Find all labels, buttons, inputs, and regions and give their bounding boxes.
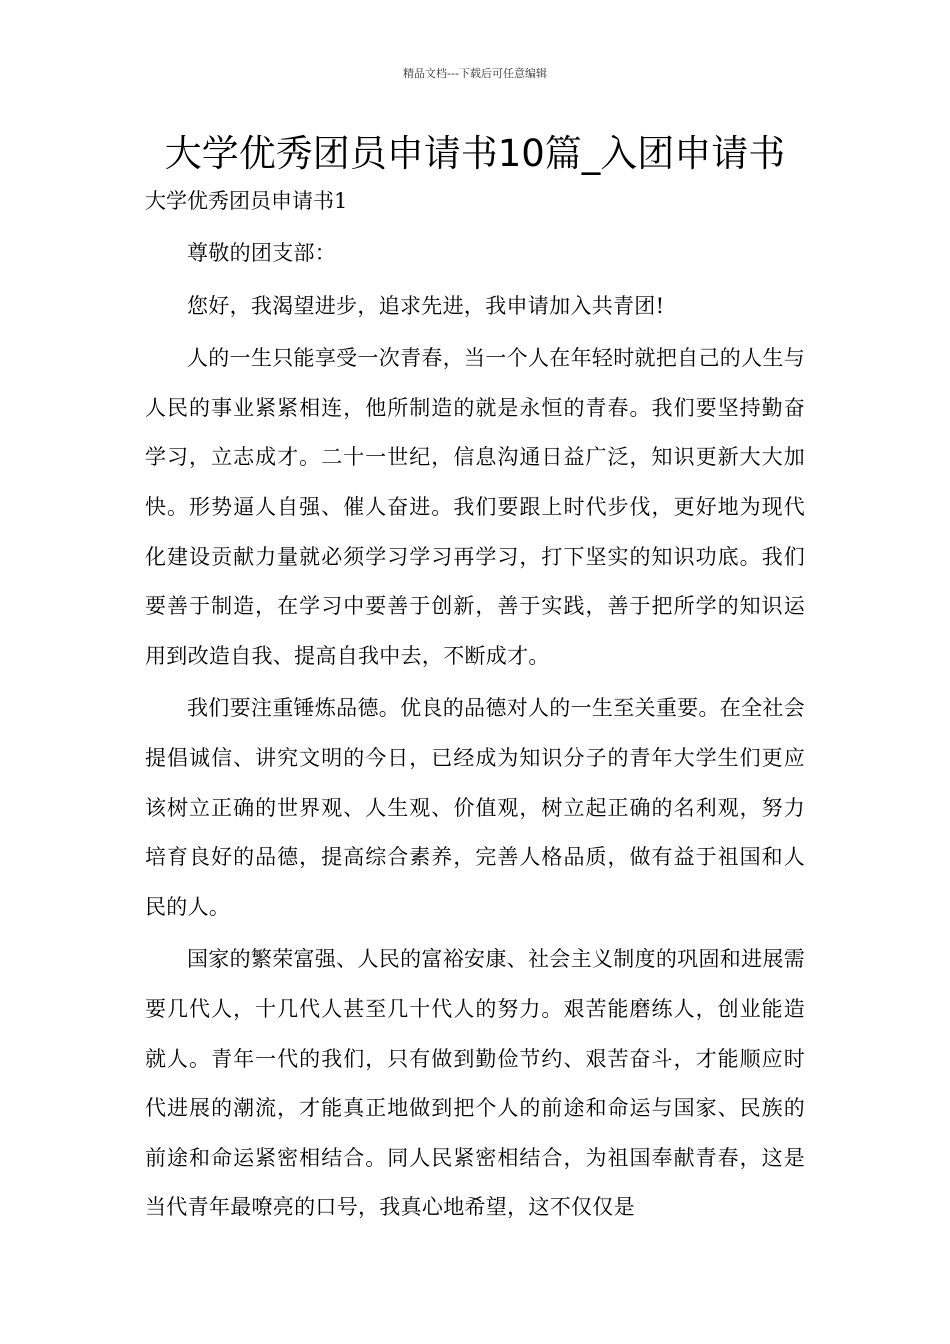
document-body (145, 229, 805, 1233)
paragraph-nation: 国家的繁荣富强、人民的富裕安康、社会主义制度的巩固和进展需要几代人，十几代人甚至几十代人的努力。艰苦能磨练人，创业能造就人。青年一代的我们，只有做到勤俭节约、艰苦奋斗，才能顺应时代进展的潮流，才能真正地做到把个人的前途和命运与国家、民族的前途和命运紧密相结合。同人民紧密相结合，为祖国奉献青春，这是当代青年最嘹亮的口号，我真心地希望，这不仅仅是 (145, 947, 805, 1220)
paragraph-study: 人的一生只能享受一次青春，当一个人在年轻时就把自己的人生与人民的事业紧紧相连，他所制造的就是永恒的青春。我们要坚持勤奋学习，立志成才。二十一世纪，信息沟通日益广泛，知识更新大大加快。形势逼人自强、催人奋进。我们要跟上时代步伐，更好地为现代化建设贡献力量就必须学习学习再学习，打下坚实的知识功底。我们要善于制造，在学习中要善于创新，善于实践，善于把所学的知识运用到改造自我、提高自我中去，不断成才。 (145, 346, 805, 668)
paragraph-character: 我们要注重锤炼品德。优良的品德对人的一生至关重要。在全社会提倡诚信、讲究文明的今日，已经成为知识分子的青年大学生们更应该树立正确的世界观、人生观、价值观，树立起正确的名利观，努力培育良好的品德，提高综合素养，完善人格品质，做有益于祖国和人民的人。 (145, 696, 805, 919)
header-note: 精品文档---下载后可任意编辑 (403, 67, 547, 80)
section-title: 大学优秀团员申请书1 (145, 189, 348, 213)
paragraph-salutation: 尊敬的团支部： (187, 241, 337, 265)
document-title: 大学优秀团员申请书10篇_入团申请书 (164, 132, 786, 175)
paragraph-greeting: 您好，我渴望进步，追求先进，我申请加入共青团! (187, 293, 665, 318)
